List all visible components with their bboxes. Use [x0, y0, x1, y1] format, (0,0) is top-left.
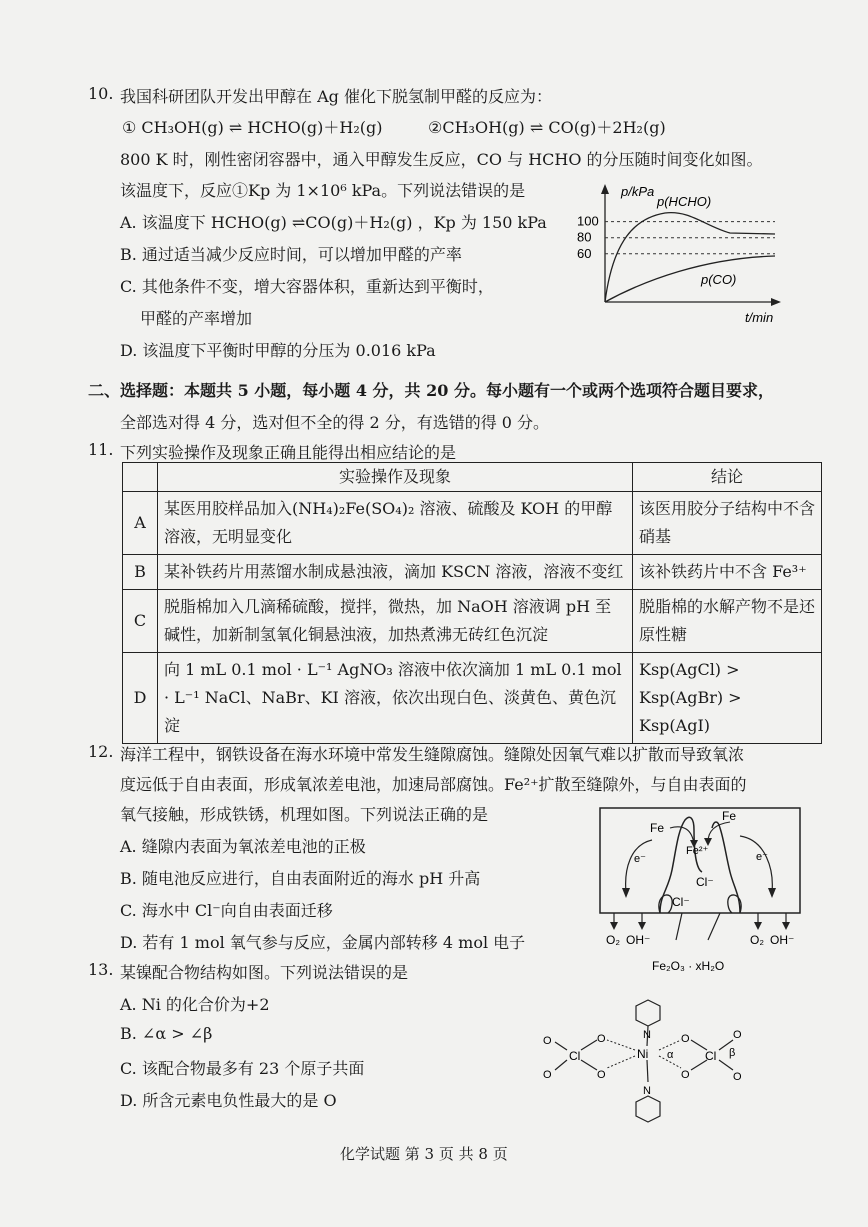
table-row — [123, 555, 822, 590]
alpha-label: α — [667, 1049, 674, 1061]
row-conclusion: 该补铁药片中不含 Fe³⁺ — [633, 555, 822, 590]
q10-option-a: A. 该温度下 HCHO(g) ⇌CO(g)＋H₂(g) ，Kp 为 150 kPa — [120, 213, 547, 232]
n-label-bottom: N — [643, 1085, 651, 1097]
rust-label: Fe₂O₃ · xH₂O — [652, 959, 725, 973]
q12-line-1: 海洋工程中，钢铁设备在海水环境中常发生缝隙腐蚀。缝隙处因氧气难以扩散而导致氧浓 — [120, 745, 745, 764]
o-label: O — [733, 1029, 742, 1041]
q13-stem: 某镍配合物结构如图。下列说法错误的是 — [120, 963, 409, 982]
fe-label-right: Fe — [722, 809, 737, 823]
experiment-table — [122, 462, 822, 744]
row-operation: 某医用胶样品加入(NH₄)₂Fe(SO₄)₂ 溶液、硫酸及 KOH 的甲醇溶液，无明显变化 — [158, 492, 633, 555]
o-label: O — [681, 1069, 690, 1081]
q12-option-d: D. 若有 1 mol 氧气参与反应，金属内部转移 4 mol 电子 — [120, 933, 526, 952]
row-label: B — [123, 555, 158, 590]
q13-option-b: B. ∠α > ∠β — [120, 1024, 213, 1043]
page-footer: 化学试题 第 3 页 共 8 页 — [340, 1145, 508, 1163]
row-operation: 向 1 mL 0.1 mol · L⁻¹ AgNO₃ 溶液中依次滴加 1 mL 0.1 mol · L⁻¹ NaCl、NaBr、KI 溶液，依次出现白色、淡黄色、黄色沉淀 — [158, 653, 633, 744]
table-header-blank — [123, 463, 158, 492]
y-axis-label: p/kPa — [621, 184, 655, 199]
row-conclusion: 该医用胶分子结构中不含硝基 — [633, 492, 822, 555]
table-row — [123, 590, 822, 653]
q13-option-c: C. 该配合物最多有 23 个原子共面 — [120, 1059, 365, 1078]
table-header-operation: 实验操作及现象 — [158, 463, 633, 492]
chloride-label-2: Cl⁻ — [672, 895, 690, 909]
row-operation: 某补铁药片用蒸馏水制成悬浊液，滴加 KSCN 溶液，溶液不变红 — [158, 555, 633, 590]
y-tick-label: 80 — [577, 229, 592, 245]
q11-stem: 下列实验操作及现象正确且能得出相应结论的是 — [120, 443, 457, 462]
row-conclusion: 脱脂棉的水解产物不是还原性糖 — [633, 590, 822, 653]
y-tick-label: 60 — [577, 245, 592, 261]
q10-option-c: C. 其他条件不变，增大容器体积，重新达到平衡时， — [120, 277, 494, 296]
q10-reaction-2: ②CH₃OH(g) ⇌ CO(g)＋2H₂(g) — [428, 118, 666, 137]
table-header-conclusion: 结论 — [633, 463, 822, 492]
chloride-label-1: Cl⁻ — [696, 875, 714, 889]
o-label: O — [597, 1033, 606, 1045]
table-row — [123, 492, 822, 555]
q10-option-b: B. 通过适当减少反应时间，可以增加甲醛的产率 — [120, 245, 462, 264]
q12-option-a: A. 缝隙内表面为氧浓差电池的正极 — [120, 837, 366, 856]
electron-label-right: e⁻ — [756, 851, 768, 863]
partial-pressure-chart — [565, 180, 790, 330]
q10-line-4: 该温度下，反应①Kp 为 1×10⁶ kPa。下列说法错误的是 — [120, 181, 526, 200]
q13-number: 13. — [88, 960, 114, 979]
electron-label-left: e⁻ — [634, 853, 646, 865]
o2-label-right: O₂ — [750, 933, 764, 947]
oh-label-right: OH⁻ — [770, 933, 795, 947]
q13-option-d: D. 所含元素电负性最大的是 O — [120, 1091, 337, 1110]
oh-label-left: OH⁻ — [626, 933, 651, 947]
q12-option-b: B. 随电池反应进行，自由表面附近的海水 pH 升高 — [120, 869, 481, 888]
table-row — [123, 653, 822, 744]
row-label: A — [123, 492, 158, 555]
co-curve — [605, 256, 775, 302]
q10-option-d: D. 该温度下平衡时甲醇的分压为 0.016 kPa — [120, 341, 436, 360]
o2-label-left: O₂ — [606, 933, 620, 947]
q12-line-2: 度远低于自由表面，形成氧浓差电池，加速局部腐蚀。Fe²⁺扩散至缝隙外，与自由表面的 — [120, 775, 747, 794]
q12-option-c: C. 海水中 Cl⁻向自由表面迁移 — [120, 901, 333, 920]
ni-label: Ni — [637, 1047, 649, 1061]
section-2-line-1: 二、选择题：本题共 5 小题，每小题 4 分，共 20 分。每小题有一个或两个选项符合题目要求， — [88, 381, 774, 400]
crevice-corrosion-diagram — [590, 800, 810, 975]
row-operation: 脱脂棉加入几滴稀硫酸，搅拌，微热，加 NaOH 溶液调 pH 至碱性，加新制氢氧化铜悬浊液，加热煮沸无砖红色沉淀 — [158, 590, 633, 653]
q11-number: 11. — [88, 440, 114, 459]
row-conclusion: Ksp(AgCl) > Ksp(AgBr) > Ksp(AgI) — [633, 653, 822, 744]
beta-label: β — [729, 1047, 736, 1059]
series-label-co: p(CO) — [701, 272, 737, 287]
series-label-hcho: p(HCHO) — [657, 194, 712, 209]
q13-option-a: A. Ni 的化合价为+2 — [120, 995, 270, 1014]
o-label: O — [681, 1033, 690, 1045]
y-tick-label: 100 — [577, 213, 599, 229]
q10-line-3: 800 K 时，刚性密闭容器中，通入甲醇发生反应，CO 与 HCHO 的分压随时间变化如图。 — [120, 150, 763, 169]
q12-line-3: 氧气接触，形成铁锈，机理如图。下列说法正确的是 — [120, 805, 489, 824]
x-axis-label: t/min — [745, 310, 774, 325]
q10-option-c-cont: 甲醛的产率增加 — [140, 309, 253, 328]
row-label: D — [123, 653, 158, 744]
cl-label-left: Cl — [569, 1049, 581, 1063]
fe2-label: Fe²⁺ — [686, 845, 709, 857]
q10-stem: 我国科研团队开发出甲醇在 Ag 催化下脱氢制甲醛的反应为： — [120, 87, 552, 106]
o-label: O — [543, 1035, 552, 1047]
cl-label-right: Cl — [705, 1049, 717, 1063]
section-2-line-2: 全部选对得 4 分，选对但不全的得 2 分，有选错的得 0 分。 — [120, 413, 550, 432]
o-label: O — [597, 1069, 606, 1081]
q12-number: 12. — [88, 742, 114, 761]
q10-reaction-1: ① CH₃OH(g) ⇌ HCHO(g)＋H₂(g) — [122, 118, 383, 137]
o-label: O — [543, 1069, 552, 1081]
n-label-top: N — [643, 1029, 651, 1041]
o-label: O — [733, 1071, 742, 1083]
nickel-complex-structure — [535, 998, 775, 1123]
fe-label-left: Fe — [650, 821, 665, 835]
q10-number: 10. — [88, 84, 114, 103]
row-label: C — [123, 590, 158, 653]
